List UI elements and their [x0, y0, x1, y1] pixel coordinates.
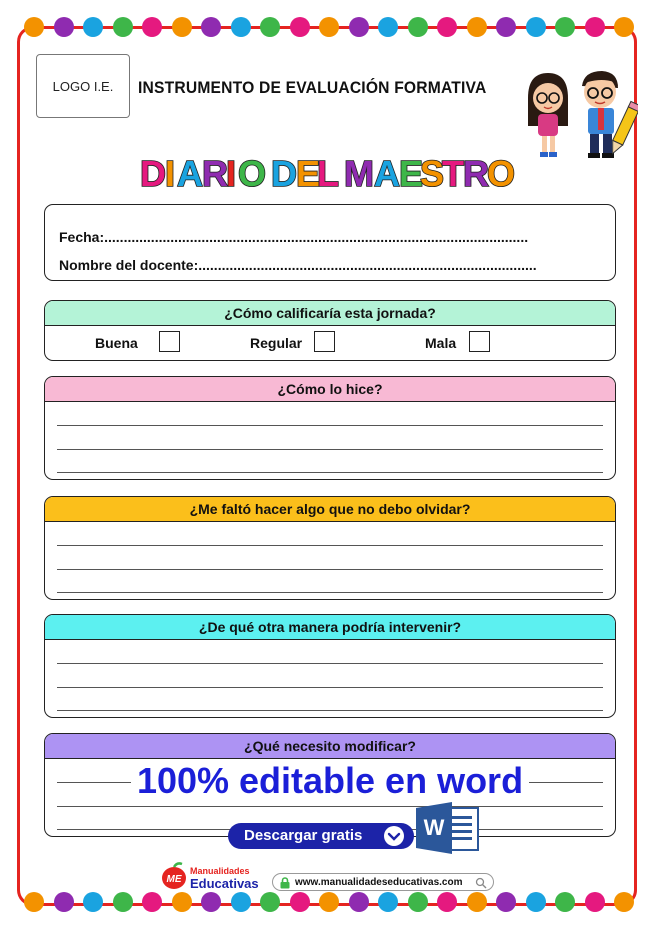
title-letter: T [442, 153, 464, 194]
writing-line[interactable] [57, 545, 603, 546]
website-url[interactable]: www.manualidadeseducativas.com [295, 877, 463, 888]
section-question: ¿Me faltó hacer algo que no debo olvidar? [45, 497, 615, 522]
teachers-illustration [520, 68, 638, 163]
brand-logo [160, 862, 270, 892]
decorative-dot [467, 892, 487, 912]
decorative-dot [437, 892, 457, 912]
decorative-dot [496, 17, 516, 37]
decorative-dot [54, 17, 74, 37]
search-icon [475, 877, 487, 889]
decorative-dot [408, 892, 428, 912]
section-other-intervention [44, 614, 616, 718]
teacher-name-field-label[interactable]: Nombre del docente:....................................................................................... [59, 257, 537, 273]
download-button[interactable] [228, 823, 414, 849]
title-letter: M [344, 153, 374, 194]
title-letter: O [238, 153, 267, 194]
decorative-dot [201, 892, 221, 912]
title-letter: I [165, 153, 176, 194]
decorative-dot [142, 17, 162, 37]
decorative-dot [319, 17, 339, 37]
title-letter: A [374, 153, 400, 194]
section-question: ¿Cómo lo hice? [45, 377, 615, 402]
decorative-dot [378, 17, 398, 37]
decorative-dot [54, 892, 74, 912]
decorative-dot [113, 892, 133, 912]
decorative-dot [408, 17, 428, 37]
website-url-bar[interactable] [272, 873, 494, 891]
decorative-dot [467, 17, 487, 37]
instrument-title: INSTRUMENTO DE EVALUACIÓN FORMATIVA [138, 78, 487, 97]
boy-figure [582, 71, 638, 158]
rating-box [44, 300, 616, 361]
decorative-dot [83, 17, 103, 37]
decorative-dot [113, 17, 133, 37]
writing-line[interactable] [57, 806, 603, 807]
title-letter: L [317, 153, 339, 194]
decorative-dot [260, 892, 280, 912]
writing-line[interactable] [57, 687, 603, 688]
title-letter: A [177, 153, 203, 194]
decorative-dot [172, 892, 192, 912]
chevron-down-icon [384, 826, 404, 846]
writing-line[interactable] [57, 569, 603, 570]
decorative-dot [172, 17, 192, 37]
decorative-dots-bottom [24, 892, 638, 910]
title-letter: E [399, 153, 424, 194]
date-field-label[interactable]: Fecha:............................................................................................................. [59, 229, 529, 245]
decorative-dot [83, 892, 103, 912]
brand-bottom-text: Educativas [190, 876, 259, 891]
decorative-dot [24, 17, 44, 37]
title-letter: R [202, 153, 228, 194]
rating-checkbox-regular[interactable] [314, 331, 335, 352]
section-question: ¿De qué otra manera podría intervenir? [45, 615, 615, 640]
editable-promo-text [44, 760, 616, 802]
decorative-dot [585, 892, 605, 912]
main-title [138, 148, 523, 196]
writing-line[interactable] [57, 425, 603, 426]
writing-line[interactable] [57, 472, 603, 473]
decorative-dot [349, 17, 369, 37]
decorative-dots-top [24, 17, 638, 35]
decorative-dot [526, 892, 546, 912]
decorative-dot [290, 17, 310, 37]
decorative-dot [614, 892, 634, 912]
decorative-dot [555, 892, 575, 912]
title-letter: I [226, 153, 237, 194]
section-question: ¿Qué necesito modificar? [45, 734, 615, 759]
decorative-dot [142, 892, 162, 912]
decorative-dot [231, 892, 251, 912]
decorative-dot [437, 17, 457, 37]
title-letter: S [420, 153, 445, 194]
title-letter: D [271, 153, 297, 194]
brand-top-text: Manualidades [190, 866, 250, 876]
decorative-dot [614, 17, 634, 37]
writing-line[interactable] [57, 449, 603, 450]
decorative-dot [585, 17, 605, 37]
decorative-dot [526, 17, 546, 37]
writing-line[interactable] [57, 592, 603, 593]
decorative-dot [555, 17, 575, 37]
writing-line[interactable] [57, 663, 603, 664]
decorative-dot [231, 17, 251, 37]
word-letter: W [423, 815, 445, 840]
decorative-dot [260, 17, 280, 37]
rating-checkbox-buena[interactable] [159, 331, 180, 352]
writing-line[interactable] [57, 710, 603, 711]
editable-promo-label: 100% editable en word [131, 760, 529, 801]
rating-option-label: Mala [425, 335, 457, 351]
logo-placeholder: LOGO I.E. [36, 54, 130, 118]
brand-initials: ME [166, 874, 182, 885]
title-letter: E [296, 153, 321, 194]
section-missing-tasks [44, 496, 616, 600]
decorative-dot [24, 892, 44, 912]
girl-figure [528, 73, 568, 157]
decorative-dot [378, 892, 398, 912]
download-button-label: Descargar gratis [244, 827, 363, 844]
decorative-dot [319, 892, 339, 912]
lock-icon [279, 877, 291, 889]
decorative-dot [349, 892, 369, 912]
decorative-dot [496, 892, 516, 912]
rating-checkbox-mala[interactable] [469, 331, 490, 352]
title-letter: D [140, 153, 166, 194]
rating-option-label: Regular [250, 335, 303, 351]
decorative-dot [201, 17, 221, 37]
title-letter: R [463, 153, 489, 194]
info-box [44, 204, 616, 281]
title-letter: O [487, 153, 516, 194]
decorative-dot [290, 892, 310, 912]
rating-option-label: Buena [95, 335, 138, 351]
word-icon [414, 802, 480, 854]
section-how-did-i-do [44, 376, 616, 480]
rating-question: ¿Cómo calificaría esta jornada? [45, 301, 615, 326]
